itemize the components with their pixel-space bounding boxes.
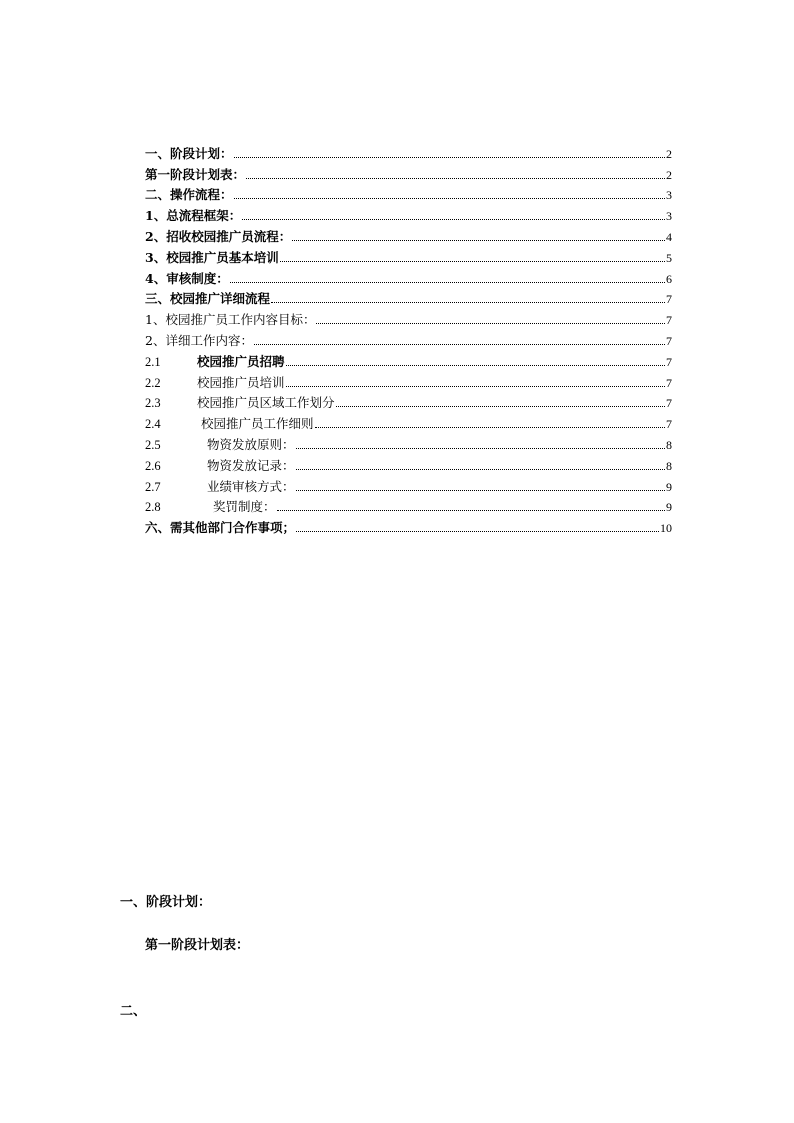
- toc-entry[interactable]: [145, 515, 672, 536]
- toc-entry-number: 2.5: [145, 437, 161, 452]
- toc-entry[interactable]: [145, 203, 672, 224]
- toc-entry-title: 1、校园推广员工作内容目标：: [145, 312, 316, 328]
- toc-entry-page: 9: [666, 500, 672, 515]
- toc-entry-title: 校园推广员区域工作划分: [197, 395, 335, 411]
- toc-leader-dots: [277, 509, 665, 511]
- toc-entry[interactable]: [145, 370, 672, 391]
- toc-leader-dots: [296, 530, 659, 532]
- toc-entry[interactable]: [145, 495, 672, 516]
- toc-leader-dots: [242, 218, 665, 220]
- toc-entry-title: 业绩审核方式：: [207, 478, 295, 494]
- toc-entry-title: 2、招收校园推广员流程：: [145, 228, 292, 244]
- toc-leader-dots: [230, 281, 665, 283]
- toc-entry-page: 2: [666, 146, 672, 161]
- toc-leader-dots: [316, 322, 665, 324]
- toc-entry-number: 2.6: [145, 458, 161, 473]
- toc-entry-number: 2.4: [145, 417, 161, 432]
- toc-entry-page: 7: [666, 313, 672, 328]
- toc-entry-page: 6: [666, 271, 672, 286]
- toc-entry[interactable]: [145, 162, 672, 183]
- toc-entry-page: 4: [666, 229, 672, 244]
- toc-entry[interactable]: [145, 411, 672, 432]
- toc-entry[interactable]: [145, 391, 672, 412]
- section-heading-two: 二、: [120, 1004, 147, 1019]
- toc-entry-page: 5: [666, 250, 672, 265]
- toc-entry-title: 奖罚制度：: [213, 499, 276, 515]
- toc-leader-dots: [286, 364, 665, 366]
- toc-leader-dots: [336, 405, 665, 407]
- toc-entry[interactable]: [145, 307, 672, 328]
- toc-entry[interactable]: [145, 453, 672, 474]
- toc-entry[interactable]: [145, 183, 672, 204]
- toc-leader-dots: [296, 489, 665, 491]
- toc-entry-page: 9: [666, 479, 672, 494]
- toc-entry[interactable]: [145, 328, 672, 349]
- toc-entry-page: 7: [666, 354, 672, 369]
- toc-entry-number: 2.8: [145, 500, 161, 515]
- section-heading-stage-plan: 一、阶段计划：: [120, 895, 212, 910]
- toc-entry-page: 3: [666, 188, 672, 203]
- toc-leader-dots: [296, 468, 665, 470]
- toc-entry-title: 校园推广员招聘: [197, 353, 285, 369]
- toc-leader-dots: [292, 239, 665, 241]
- toc-entry[interactable]: [145, 141, 672, 162]
- toc-entry-title: 六、需其他部门合作事项；: [145, 520, 296, 536]
- toc-entry[interactable]: [145, 432, 672, 453]
- toc-leader-dots: [280, 260, 665, 262]
- toc-entry-page: 8: [666, 458, 672, 473]
- toc-entry-title: 三、校园推广详细流程: [145, 291, 271, 307]
- toc-entry-page: 7: [666, 417, 672, 432]
- toc-entry-title: 第一阶段计划表：: [145, 166, 246, 182]
- toc-entry[interactable]: [145, 287, 672, 308]
- toc-leader-dots: [246, 177, 665, 179]
- toc-entry-page: 7: [666, 396, 672, 411]
- toc-entry-number: 2.3: [145, 396, 161, 411]
- toc-entry-page: 7: [666, 375, 672, 390]
- toc-entry-title: 一、阶段计划：: [145, 145, 233, 161]
- toc-entry-title: 校园推广员工作细则: [201, 416, 314, 432]
- toc-entry-title: 1、总流程框架：: [145, 208, 242, 224]
- toc-entry-number: 2.2: [145, 375, 161, 390]
- toc-entry-title: 物资发放原则：: [207, 436, 295, 452]
- toc-entry-title: 物资发放记录：: [207, 457, 295, 473]
- toc-entry[interactable]: [145, 474, 672, 495]
- toc-entry-title: 3、校园推广员基本培训: [145, 249, 279, 265]
- toc-entry[interactable]: [145, 266, 672, 287]
- toc-entry[interactable]: [145, 224, 672, 245]
- toc-leader-dots: [234, 197, 665, 199]
- toc-leader-dots: [234, 156, 665, 158]
- toc-entry-page: 2: [666, 167, 672, 182]
- table-of-contents: [145, 141, 672, 536]
- toc-entry-number: 2.1: [145, 354, 161, 369]
- toc-entry-number: 2.7: [145, 479, 161, 494]
- toc-entry[interactable]: [145, 349, 672, 370]
- toc-leader-dots: [254, 343, 665, 345]
- toc-leader-dots: [271, 301, 665, 303]
- toc-entry-title: 二、操作流程：: [145, 187, 233, 203]
- toc-entry-title: 校园推广员培训: [197, 374, 285, 390]
- subsection-heading-first-stage-table: 第一阶段计划表：: [145, 938, 250, 953]
- toc-entry-page: 8: [666, 437, 672, 452]
- toc-entry-page: 10: [660, 521, 672, 536]
- toc-leader-dots: [286, 385, 665, 387]
- toc-entry-page: 7: [666, 292, 672, 307]
- toc-entry-page: 7: [666, 333, 672, 348]
- toc-entry-page: 3: [666, 209, 672, 224]
- toc-leader-dots: [315, 426, 665, 428]
- toc-entry[interactable]: [145, 245, 672, 266]
- toc-leader-dots: [296, 447, 665, 449]
- toc-entry-title: 2、详细工作内容：: [145, 332, 253, 348]
- toc-entry-title: 4、审核制度：: [145, 270, 229, 286]
